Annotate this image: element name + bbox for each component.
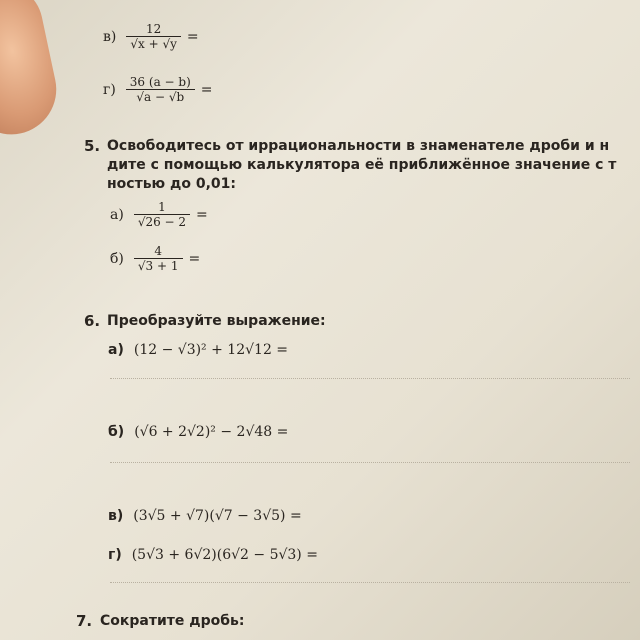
expression: (5√3 + 6√2)(6√2 − 5√3) =: [131, 547, 318, 563]
task-text-line: дите с помощью калькулятора её приближённое значение с т: [107, 157, 617, 173]
expression: (√6 + 2√2)² − 2√48 =: [134, 424, 289, 440]
item-label: б): [108, 424, 125, 440]
task6-item-a: [108, 342, 288, 358]
fraction: [126, 75, 195, 104]
prev-item-g: [103, 75, 213, 104]
numerator: 4: [154, 244, 163, 258]
item-label: а): [108, 342, 124, 358]
denominator: √26 − 2: [137, 215, 187, 229]
denominator: √x + √y: [130, 37, 177, 51]
denominator: √a − √b: [136, 90, 185, 104]
item-label: г): [103, 81, 116, 98]
equals-sign: =: [200, 81, 213, 98]
task6-item-g: [108, 547, 318, 563]
task-number: 7.: [76, 612, 93, 630]
task5-item-b: [110, 244, 200, 273]
answer-line: [110, 462, 630, 463]
numerator: 12: [145, 22, 162, 36]
item-label: а): [110, 206, 124, 223]
fraction: [134, 200, 190, 229]
item-label: в): [103, 28, 117, 45]
task-title: Преобразуйте выражение:: [107, 313, 326, 329]
task6-item-v: [108, 508, 302, 524]
equals-sign: =: [196, 206, 208, 223]
task-number: 5.: [84, 137, 101, 155]
item-label: в): [108, 508, 124, 524]
fraction: [134, 244, 183, 273]
expression: (12 − √3)² + 12√12 =: [133, 342, 289, 358]
prev-item-v: [103, 22, 199, 51]
task-number: 6.: [84, 312, 101, 330]
task-title: Сократите дробь:: [100, 613, 245, 629]
fraction: [126, 22, 181, 51]
numerator: 36 (a − b): [129, 75, 191, 89]
expression: (3√5 + √7)(√7 − 3√5) =: [133, 508, 302, 524]
task6-item-b: [108, 424, 288, 440]
item-label: г): [108, 547, 122, 563]
denominator: √3 + 1: [137, 259, 179, 273]
equals-sign: =: [186, 28, 199, 45]
answer-line: [110, 378, 630, 379]
answer-line: [110, 582, 630, 583]
finger-photo-artifact: [0, 0, 65, 143]
item-label: б): [110, 250, 124, 267]
numerator: 1: [158, 200, 166, 214]
task5-item-a: [110, 200, 208, 229]
task-text-line: ностью до 0,01:: [107, 176, 236, 192]
equals-sign: =: [188, 250, 201, 267]
task-text-line: Освободитесь от иррациональности в знаменателе дроби и н: [107, 138, 610, 154]
